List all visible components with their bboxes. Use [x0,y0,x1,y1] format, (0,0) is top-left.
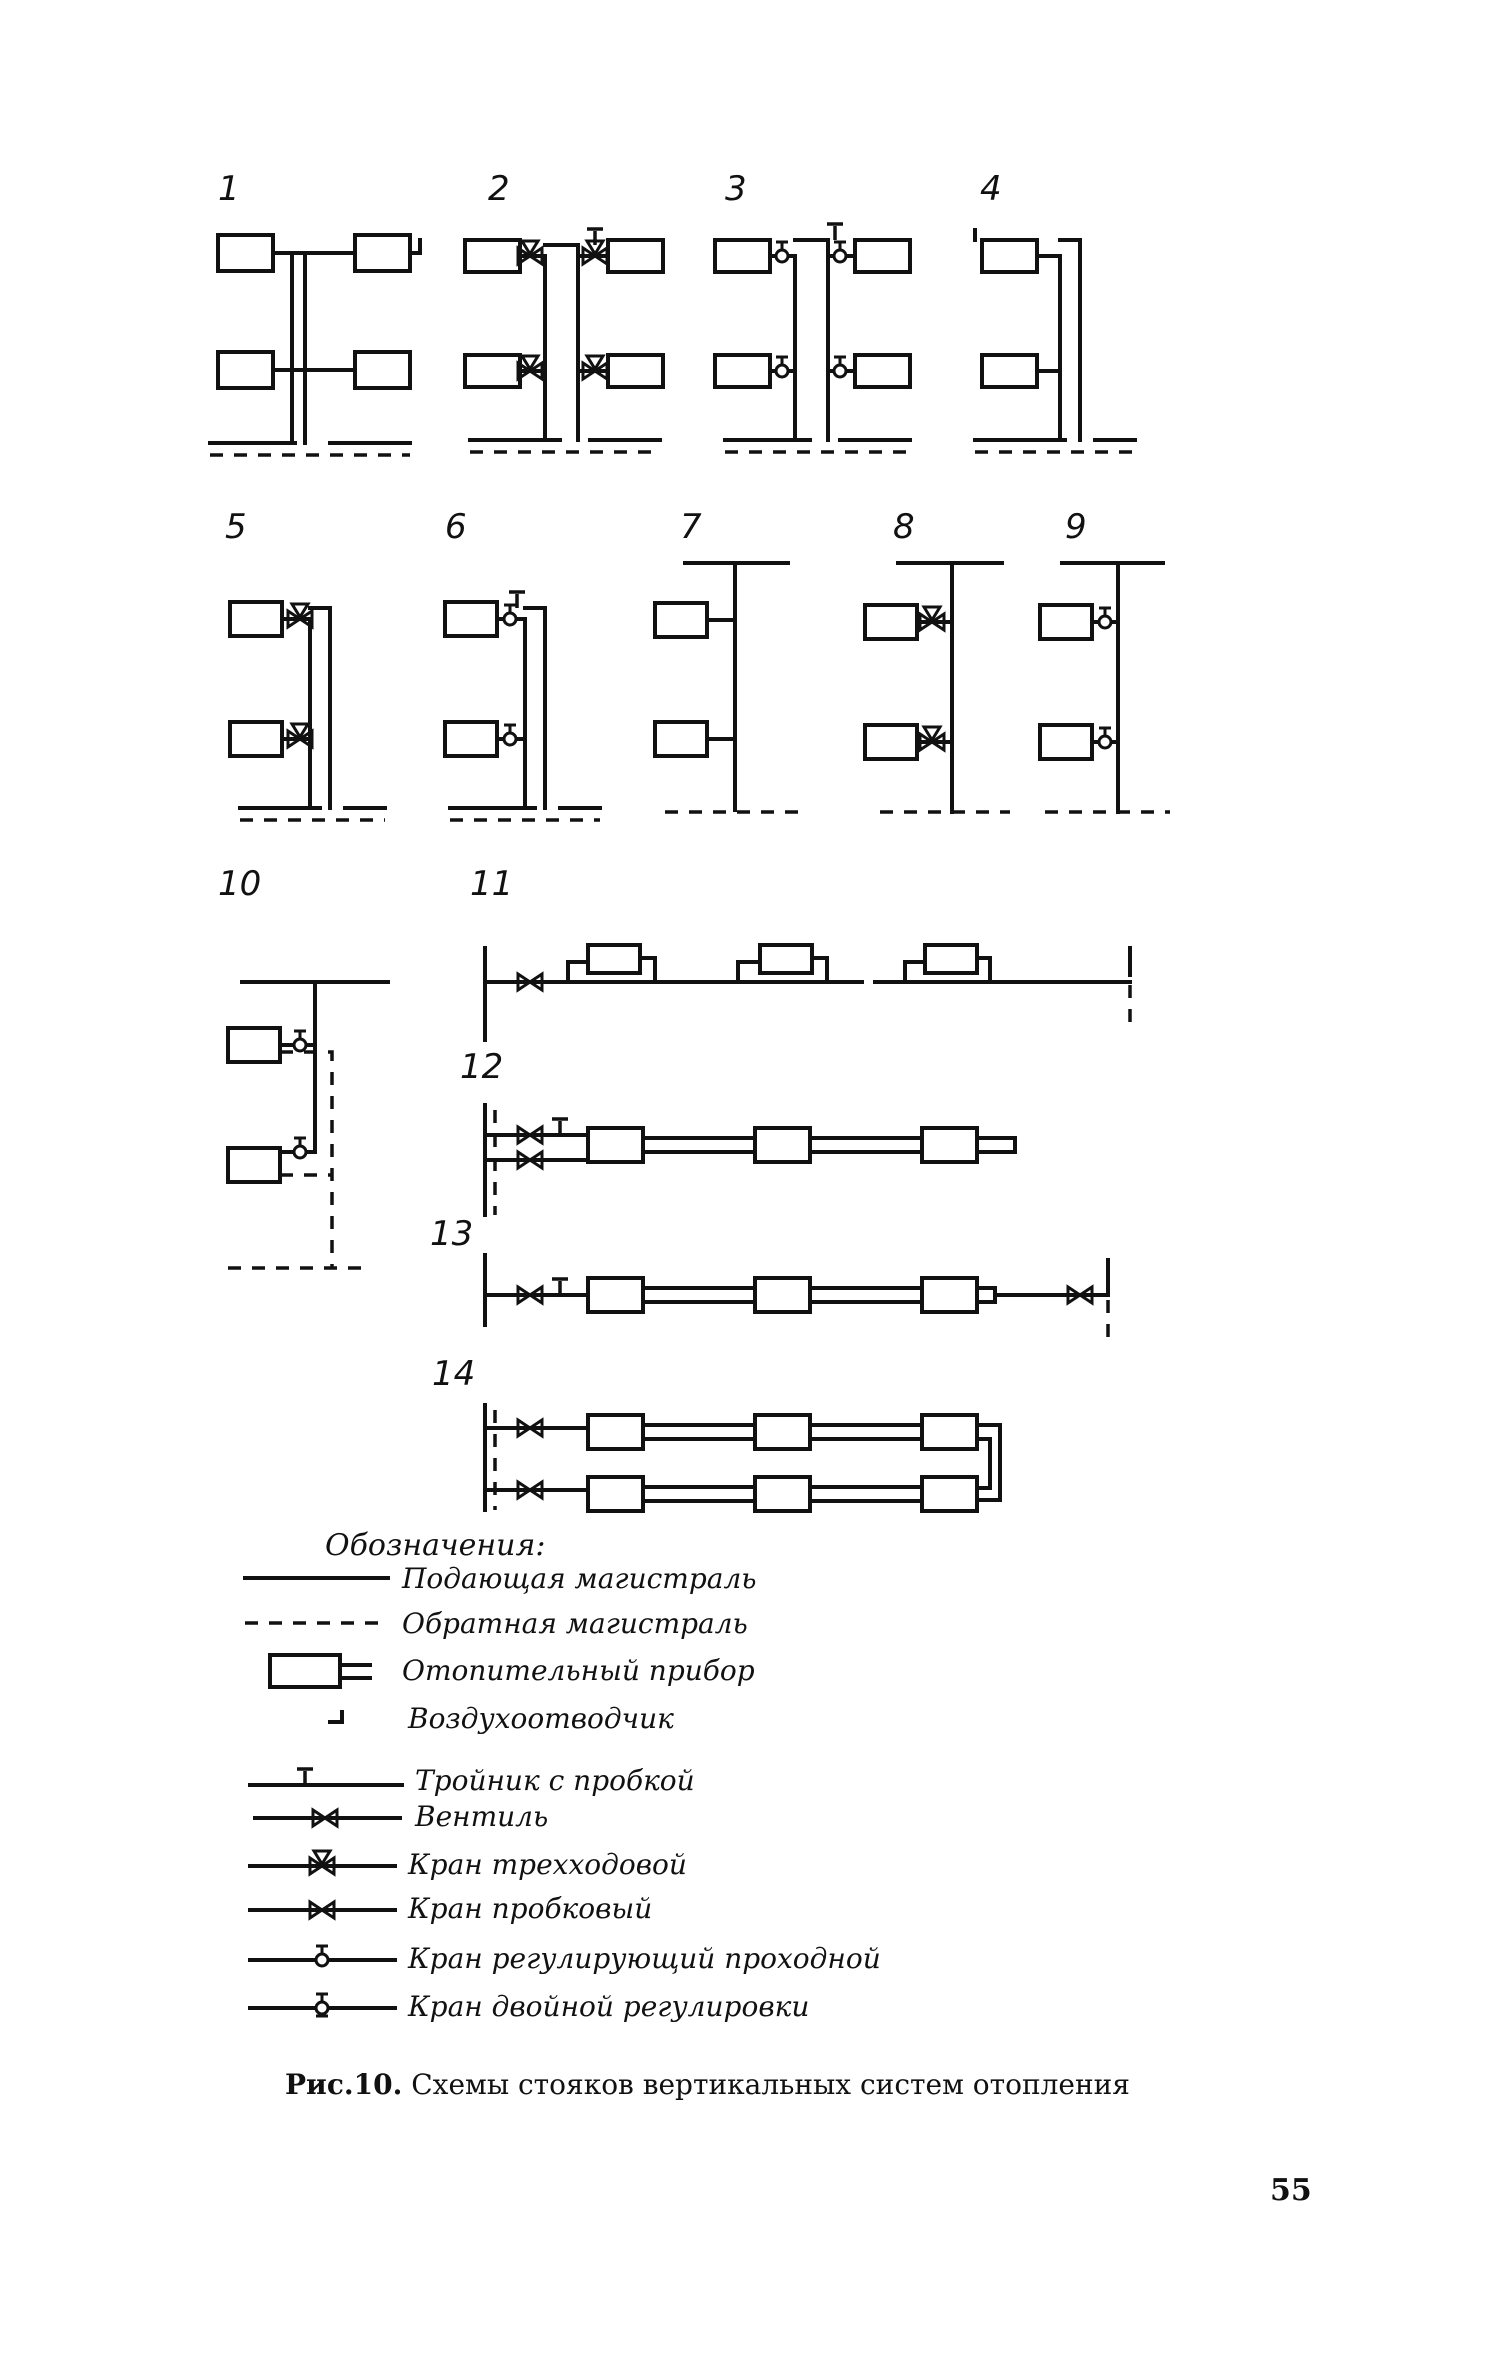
plug-cock-symbol [250,1902,395,1918]
scheme-number-2: 2 [488,169,510,209]
legend-label-radiator: Отопительный прибор [402,1654,755,1687]
scheme-number-11: 11 [470,864,514,904]
figure-caption-label: Рис.10. [285,2068,403,2101]
scheme-3 [715,224,910,452]
legend-label-return: Обратная магистраль [402,1607,748,1640]
scheme-number-1: 1 [218,169,240,209]
legend-label-air-vent: Воздухоотводчик [408,1702,674,1735]
scheme-10 [228,982,388,1268]
scheme-13 [485,1255,1108,1345]
scheme-number-7: 7 [680,507,702,547]
legend-label-valve: Вентиль [415,1800,549,1833]
scheme-number-9: 9 [1065,507,1087,547]
scheme-11 [485,945,1130,1040]
scheme-7 [655,563,800,812]
legend-label-double-regulating-cock: Кран двойной регулировки [408,1990,810,2023]
figure-caption [285,2068,1185,2102]
legend [245,1528,881,2023]
legend-title: Обозначения: [325,1528,546,1563]
scheme-2 [465,229,663,452]
scheme-8 [865,563,1010,812]
scheme-number-10: 10 [218,864,262,904]
scheme-number-13: 13 [430,1214,474,1254]
scheme-1 [210,235,420,455]
scheme-12 [485,1105,1015,1215]
scheme-number-3: 3 [725,169,747,209]
figure-caption-text: Схемы стояков вертикальных систем отопления [411,2068,1130,2101]
scheme-14 [485,1405,1000,1511]
scheme-number-6: 6 [445,507,467,547]
tee-plug-symbol [250,1769,402,1785]
radiator-symbol [270,1655,370,1687]
page-number: 55 [1270,2173,1312,2208]
three-way-cock-symbol [250,1851,395,1874]
legend-label-pass-regulating-cock: Кран регулирующий проходной [408,1942,881,1975]
scheme-number-8: 8 [893,507,915,547]
legend-label-tee-plug: Тройник с пробкой [415,1764,695,1797]
scheme-6 [445,592,600,820]
legend-label-plug-cock: Кран пробковый [408,1892,653,1925]
double-regulating-cock-symbol [250,1994,395,2016]
scheme-5 [230,602,385,820]
scheme-number-12: 12 [460,1047,504,1087]
scheme-9 [1040,563,1170,812]
legend-label-supply: Подающая магистраль [402,1562,757,1595]
legend-label-three-way-cock: Кран трехходовой [408,1848,687,1881]
air-vent-symbol [330,1712,342,1722]
pass-regulating-cock-symbol [250,1946,395,1966]
scheme-4 [975,230,1135,452]
scheme-number-14: 14 [432,1354,476,1394]
scheme-number-4: 4 [980,169,1002,209]
scheme-number-5: 5 [225,507,247,547]
valve-symbol [255,1810,400,1826]
